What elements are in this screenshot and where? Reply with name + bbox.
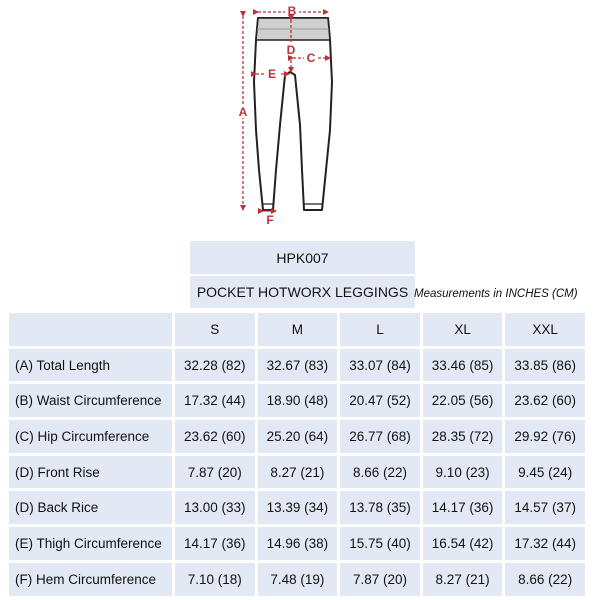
table-cell: 17.32 (44): [175, 384, 255, 417]
table-cell: 9.45 (24): [505, 456, 585, 489]
table-cell: 23.62 (60): [175, 420, 255, 453]
table-cell: 33.07 (84): [340, 349, 420, 382]
table-cell: 13.39 (34): [258, 491, 338, 524]
table-cell: 23.62 (60): [505, 384, 585, 417]
table-cell: 33.85 (86): [505, 349, 585, 382]
table-cell: 32.28 (82): [175, 349, 255, 382]
header-corner-cell: [9, 313, 172, 346]
table-cell: 29.92 (76): [505, 420, 585, 453]
measure-b-label: B: [287, 4, 297, 18]
table-cell: 22.05 (56): [423, 384, 503, 417]
table-cell: 32.67 (83): [258, 349, 338, 382]
header-size-xxl: XXL: [505, 313, 585, 346]
table-cell: 7.10 (18): [175, 563, 255, 596]
table-cell: 8.66 (22): [340, 456, 420, 489]
table-cell: 9.10 (23): [423, 456, 503, 489]
table-cell: 14.96 (38): [258, 527, 338, 560]
measure-e-label: E: [267, 67, 277, 81]
row-label: (D) Front Rise: [9, 456, 172, 489]
table-row: [9, 384, 585, 417]
measure-f-label: F: [266, 213, 274, 227]
table-cell: 14.17 (36): [175, 527, 255, 560]
measure-d-label: D: [286, 43, 296, 57]
table-row: [9, 527, 585, 560]
row-label: (D) Back Rice: [9, 491, 172, 524]
row-label: (E) Thigh Circumference: [9, 527, 172, 560]
table-row: [9, 349, 585, 382]
table-cell: 20.47 (52): [340, 384, 420, 417]
row-label: (C) Hip Circumference: [9, 420, 172, 453]
table-row: [9, 456, 585, 489]
table-row: [9, 420, 585, 453]
measure-c-label: C: [306, 51, 316, 65]
table-cell: 14.17 (36): [423, 491, 503, 524]
table-cell: 33.46 (85): [423, 349, 503, 382]
leggings-measurement-diagram: [0, 0, 594, 235]
table-cell: 18.90 (48): [258, 384, 338, 417]
table-row: [9, 491, 585, 524]
header-size-xl: XL: [423, 313, 503, 346]
table-cell: 28.35 (72): [423, 420, 503, 453]
table-row: [9, 563, 585, 596]
row-label: (A) Total Length: [9, 349, 172, 382]
row-label: (F) Hem Circumference: [9, 563, 172, 596]
table-cell: 26.77 (68): [340, 420, 420, 453]
table-cell: 7.87 (20): [340, 563, 420, 596]
table-cell: 8.27 (21): [423, 563, 503, 596]
table-cell: 13.00 (33): [175, 491, 255, 524]
table-cell: 8.66 (22): [505, 563, 585, 596]
header-size-s: S: [175, 313, 255, 346]
table-header-row: [9, 313, 585, 346]
row-label: (B) Waist Circumference: [9, 384, 172, 417]
table-cell: 25.20 (64): [258, 420, 338, 453]
table-cell: 15.75 (40): [340, 527, 420, 560]
table-cell: 17.32 (44): [505, 527, 585, 560]
product-code: HPK007: [190, 241, 415, 274]
table-cell: 13.78 (35): [340, 491, 420, 524]
table-cell: 7.48 (19): [258, 563, 338, 596]
measure-a-label: A: [238, 105, 248, 119]
table-cell: 8.27 (21): [258, 456, 338, 489]
header-size-m: M: [258, 313, 338, 346]
table-cell: 7.87 (20): [175, 456, 255, 489]
table-cell: 16.54 (42): [423, 527, 503, 560]
header-size-l: L: [340, 313, 420, 346]
table-cell: 14.57 (37): [505, 491, 585, 524]
measurement-unit-note: Measurements in INCHES (CM): [414, 288, 578, 300]
size-chart-table: [6, 310, 588, 599]
product-name: POCKET HOTWORX LEGGINGS: [190, 276, 415, 308]
